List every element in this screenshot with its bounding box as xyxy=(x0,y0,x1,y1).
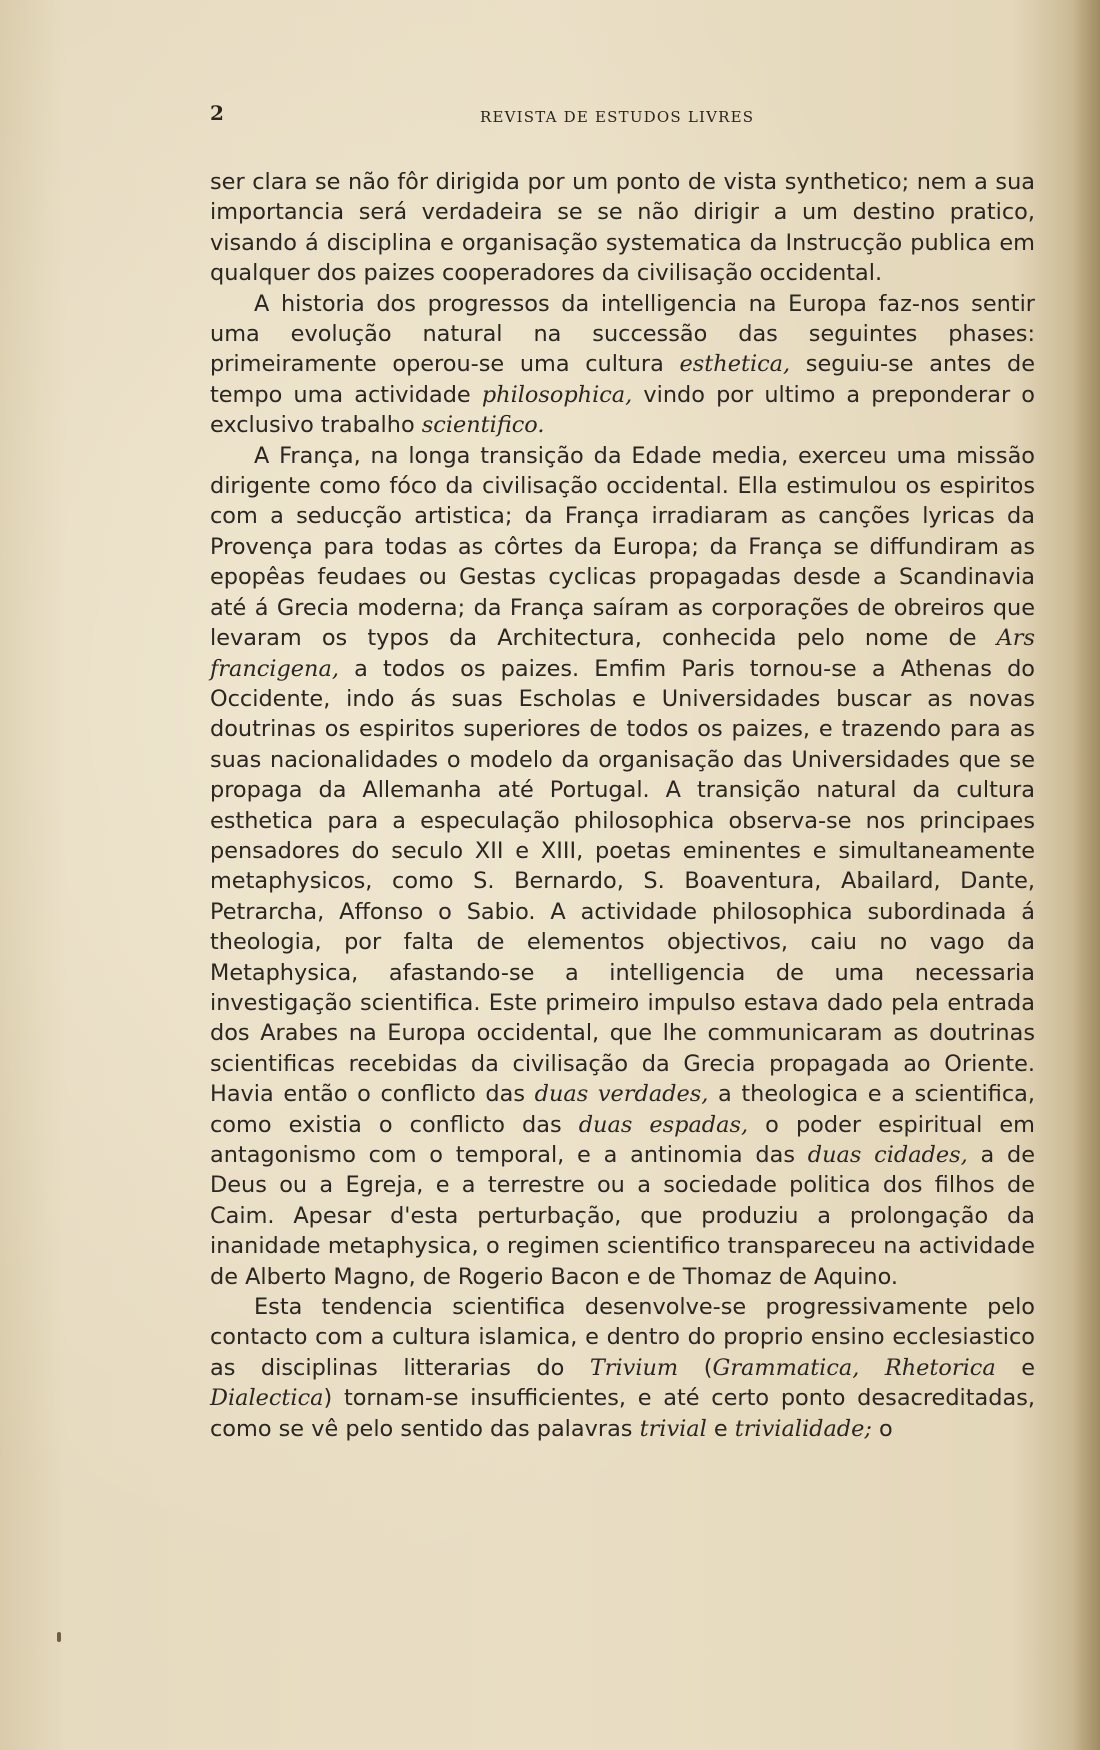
text-run: e xyxy=(995,1354,1035,1381)
text-run: Esta tendencia scientifica desenvolve-se progressivamente pelo contacto com a cultura islamica, e dentro do proprio ensino ecclesiastico as disciplinas litterarias do xyxy=(210,1294,1035,1381)
text-run: ) tornam-se insufficientes, e até certo ponto desacreditadas, como se vê pelo sentido das palavras xyxy=(210,1385,1035,1442)
page-header xyxy=(210,101,1040,132)
text-run: A historia dos progressos da intelligencia na Europa faz-nos sentir uma evolução natural na successão das seguintes phases: primeiramente operou-se uma cultura xyxy=(210,290,1035,378)
italic-term: philosophica, xyxy=(481,381,633,408)
running-title: REVISTA DE ESTUDOS LIVRES xyxy=(480,108,755,126)
text-run: o xyxy=(871,1415,893,1442)
body-text xyxy=(210,167,1035,1444)
text-run: e xyxy=(706,1415,735,1442)
paragraph xyxy=(210,1292,1035,1444)
page-edge-shadow xyxy=(1072,0,1100,1750)
italic-term: scientifico. xyxy=(421,412,545,439)
text-run: a todos os paizes. Emfim Paris tornou-se a Athenas do Occidente, indo ás suas Escholas e Universidades buscar as novas doutrinas os espiritos superiores de todos os paizes, e trazendo para as suas nacionalidades o modelo da organisação das Universidades que se propaga da Allemanha até Portugal. A transição natural da cultura esthetica para a especulação philosophica observa-se nos principaes pensadores do seculo XII e XIII, poetas eminentes e simultaneamente metaphysicos, como S. Bernardo, S. Boaventura, Abailard, Dante, Petrarcha, Affonso o Sabio. A actividade philosophica subordinada á theologia, por falta de elementos objectivos, caiu no vago da Metaphysica, afastando-se a intelligencia de uma necessaria investigação scientifica. Este primeiro impulso estava dado pela entrada dos Arabes na Europa occidental, que lhe communicaram as doutrinas scientificas recebidas da civilisação da Grecia propagada ao Oriente. Havia então o conflicto das xyxy=(210,655,1035,1108)
italic-term: duas cidades, xyxy=(807,1142,968,1168)
italic-term: duas espadas, xyxy=(578,1111,749,1138)
margin-ink-mark xyxy=(57,1632,61,1642)
text-run: a de Deus ou a Egreja, e a terrestre ou a sociedade politica dos filhos de Caim. Apesar d'esta perturbação, que produziu a prolongação da inanidade metaphysica, o regimen scientifico transpareceu na actividade de Alberto Magno, de Rogerio Bacon e de Thomaz de Aquino. xyxy=(210,1142,1036,1290)
text-run: vindo por ultimo a preponderar o exclusivo trabalho xyxy=(210,381,1035,439)
text-run: a theologica e a scientifica, como existia o conflicto das xyxy=(210,1081,1035,1138)
paragraph xyxy=(210,167,1035,289)
paragraph xyxy=(210,441,1035,1292)
italic-term: Dialectica xyxy=(210,1385,324,1412)
italic-term: trivial xyxy=(639,1415,707,1442)
text-run: ser clara se não fôr dirigida por um ponto de vista synthetico; nem a sua importancia será verdadeira se se não dirigir a um destino pratico, visando á disciplina e organisação systematica da Instrucção publica em qualquer dos paizes cooperadores da civilisação occidental. xyxy=(210,169,1035,287)
italic-term: Trivium xyxy=(589,1354,679,1381)
italic-term: Grammatica, Rhetorica xyxy=(712,1354,996,1381)
page-number: 2 xyxy=(210,101,225,125)
paragraph xyxy=(210,289,1035,441)
text-run: A França, na longa transição da Edade media, exerceu uma missão dirigente como fóco da civilisação occidental. Ella estimulou os espiritos com a seducção artistica; da França irradiaram as canções lyricas da Provença para todas as côrtes da Europa; da França se diffundiram as epopêas feudaes ou Gestas cyclicas propagadas desde a Scandinavia até á Grecia moderna; da França saíram as corporações de obreiros que levaram os typos da Architectura, conhecida pelo nome de xyxy=(210,442,1035,652)
text-run: seguiu-se antes de tempo uma actividade xyxy=(210,351,1036,408)
italic-term: esthetica, xyxy=(679,351,791,378)
italic-term: trivialidade; xyxy=(734,1415,872,1442)
text-run: ( xyxy=(678,1354,713,1381)
italic-term: Ars francigena, xyxy=(210,625,1035,682)
text-run: o poder espiritual em antagonismo com o temporal, e a antinomia das xyxy=(210,1111,1035,1168)
italic-term: duas verdades, xyxy=(534,1081,709,1108)
